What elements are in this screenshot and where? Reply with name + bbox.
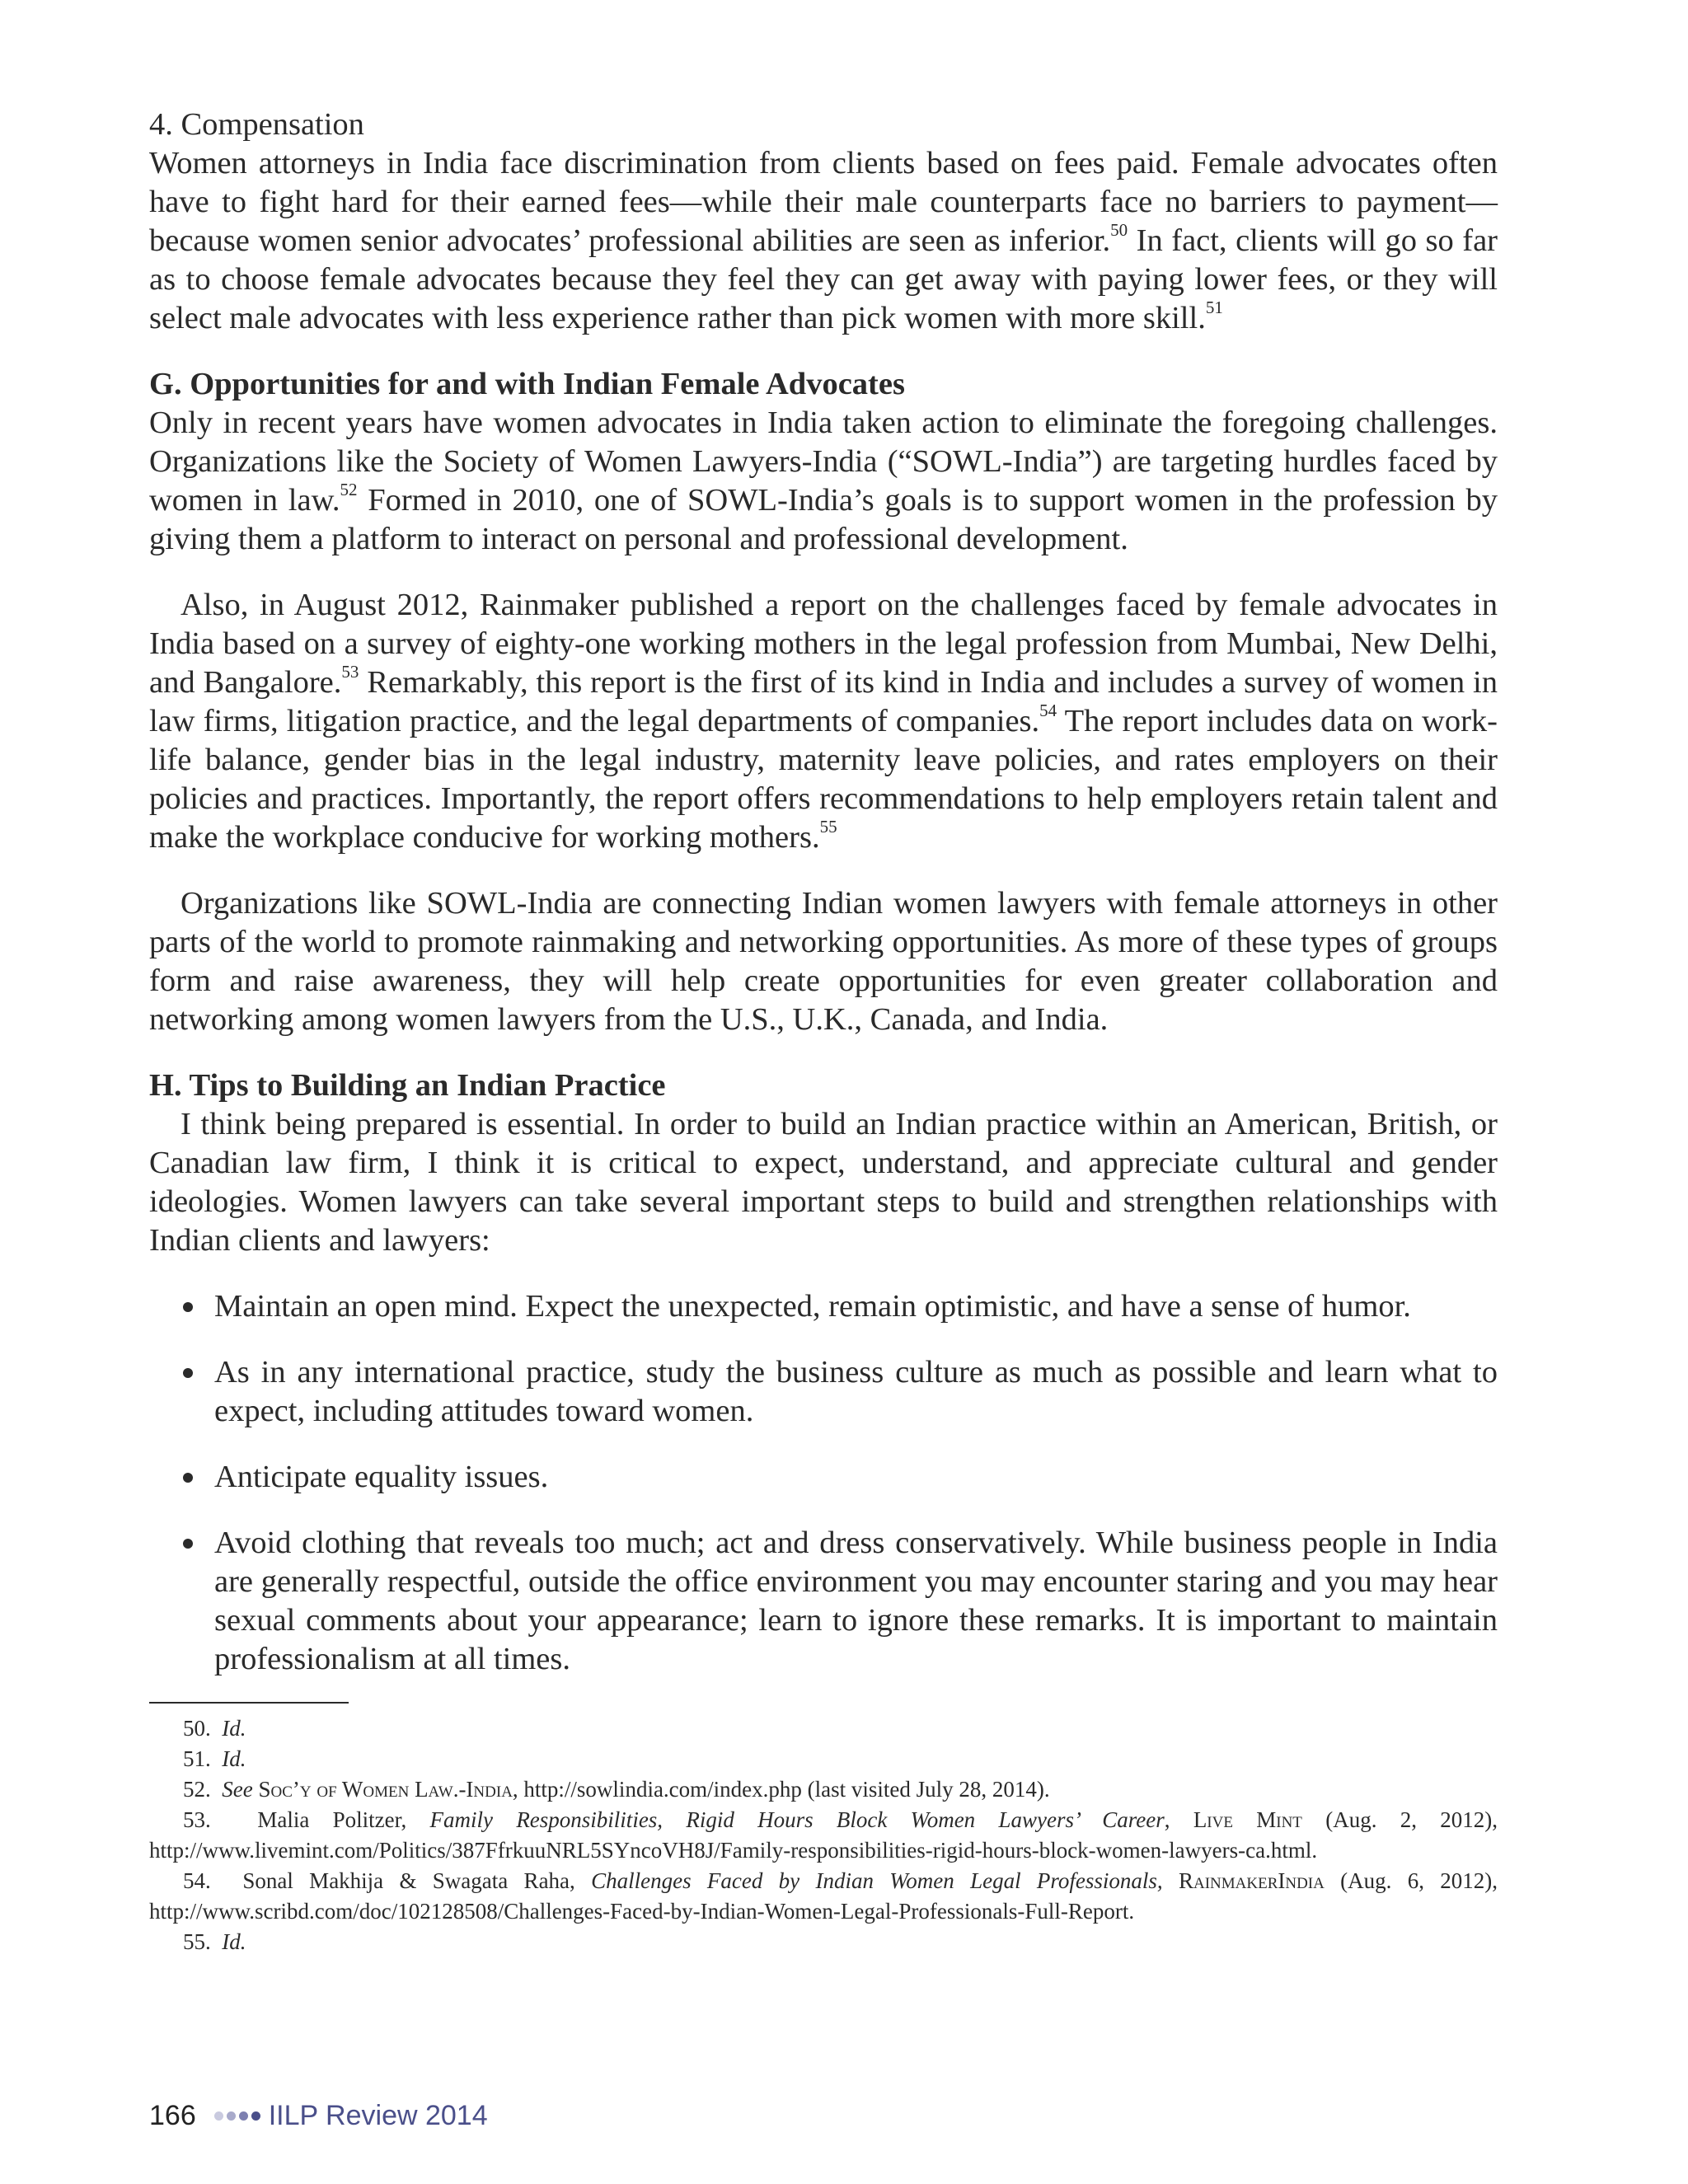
footnote-author: Malia Politzer, bbox=[257, 1807, 430, 1832]
tips-list bbox=[149, 1287, 1498, 1679]
paragraph-g1 bbox=[149, 404, 1498, 559]
footnote-number: 53. bbox=[183, 1807, 211, 1832]
text: Avoid clothing that reveals too much; act and dress conservatively. While business people in India are generally respectful, outside the office environment you may encounter staring and you may hear sexual comments about your appearance; learn to ignore these remarks. It is important to maintain professionalism at all times. bbox=[214, 1526, 1498, 1676]
page-body bbox=[149, 105, 1498, 1957]
dot-icon bbox=[214, 2111, 223, 2121]
footnote-text: (Aug. 6, 2012), http://www.scribd.com/doc/102128508/Challenges-Faced-by-Indian-Women-Legal-Professionals-Full-Report. bbox=[149, 1868, 1498, 1924]
paragraph-g3: Organizations like SOWL-India are connecting Indian women lawyers with female attorneys in other parts of the world to promote rainmaking and networking opportunities. As more of these types of groups form and raise awareness, they will help create opportunities for even greater collaboration and networking among women lawyers from the U.S., U.K., Canada, and India. bbox=[149, 886, 1498, 1037]
bullet-icon bbox=[183, 1473, 193, 1483]
bullet-icon bbox=[183, 1539, 193, 1549]
text: The report includes data on work-life balance, gender bias in the legal industry, maternity leave policies, and rates employers on their policies and practices. Importantly, the report offers recommendations to help employers retain talent and make the workplace conducive for working mothers. bbox=[149, 704, 1498, 855]
list-item bbox=[149, 1353, 1498, 1431]
footnote-53 bbox=[149, 1805, 1498, 1866]
footnote-ref-51: 51 bbox=[1205, 298, 1223, 318]
text: Maintain an open mind. Expect the unexpected, remain optimistic, and have a sense of humor. bbox=[214, 1289, 1411, 1324]
page-footer bbox=[149, 2099, 488, 2132]
paragraph-h1: I think being prepared is essential. In order to build an Indian practice within an American, British, or Canadian law firm, I think it is critical to expect, understand, and appreciate cultural and gender ideologies. Women lawyers can take several important steps to build and strengthen relationships with Indian clients and lawyers: bbox=[149, 1107, 1498, 1258]
bullet-icon bbox=[183, 1368, 193, 1378]
footnote-52 bbox=[149, 1774, 1498, 1805]
text: As in any international practice, study the business culture as much as possible and learn what to expect, including attitudes toward women. bbox=[214, 1355, 1498, 1428]
section-title-compensation: 4. Compensation bbox=[149, 107, 364, 142]
dot-icon bbox=[251, 2111, 260, 2121]
text: Only in recent years have women advocates in India taken action to eliminate the foregoing challenges. Organizations like the Society of Women Lawyers-India (“SOWL-India”) are targeting hurdles faced by women in law. bbox=[149, 405, 1498, 518]
footnote-number: 54. bbox=[183, 1868, 211, 1893]
footnote-author: Sonal Makhija & Swagata Raha, bbox=[242, 1868, 592, 1893]
footnote-source: Soc’y of Women Law.-India bbox=[258, 1777, 513, 1802]
footnote-51 bbox=[149, 1744, 1498, 1774]
list-item bbox=[149, 1458, 1498, 1497]
footnote-sep: , bbox=[1164, 1807, 1193, 1832]
text: Women attorneys in India face discrimination from clients based on fees paid. Female advocates often have to fight hard for their earned fees—while their male counterparts face no barriers to payment—because women senior advocates’ professional abilities are seen as inferior. bbox=[149, 146, 1498, 258]
footnote-title: Family Responsibilities, Rigid Hours Block Women Lawyers’ Career bbox=[429, 1807, 1165, 1832]
dot-icon bbox=[239, 2111, 248, 2121]
footnote-50 bbox=[149, 1713, 1498, 1744]
footnote-text: Id. bbox=[222, 1746, 246, 1771]
footnote-text: Id. bbox=[222, 1929, 246, 1954]
footnote-number: 55. bbox=[183, 1929, 211, 1954]
footnote-text: , http://sowlindia.com/index.php (last visited July 28, 2014). bbox=[512, 1777, 1050, 1802]
footnote-title: Challenges Faced by Indian Women Legal Professionals, bbox=[591, 1868, 1163, 1893]
section-heading-h: H. Tips to Building an Indian Practice bbox=[149, 1068, 666, 1103]
list-item bbox=[149, 1524, 1498, 1679]
footnote-54 bbox=[149, 1866, 1498, 1927]
journal-title: IILP Review 2014 bbox=[268, 2100, 488, 2131]
footnote-ref-54: 54 bbox=[1039, 701, 1057, 721]
text: In fact, clients will go so far as to choose female advocates because they feel they can get away with paying lower fees, or they will select male advocates with less experience rather than pick women with more skill. bbox=[149, 223, 1498, 335]
footnote-number: 52. bbox=[183, 1777, 211, 1802]
footnote-ref-55: 55 bbox=[819, 817, 837, 837]
text: Anticipate equality issues. bbox=[214, 1460, 549, 1494]
section-heading-g: G. Opportunities for and with Indian Female Advocates bbox=[149, 367, 905, 401]
footnote-source: RainmakerIndia bbox=[1178, 1868, 1325, 1893]
footnote-divider bbox=[149, 1702, 349, 1704]
page-number: 166 bbox=[149, 2100, 196, 2131]
footnote-text: Id. bbox=[222, 1716, 246, 1741]
bullet-icon bbox=[183, 1302, 193, 1312]
list-item bbox=[149, 1287, 1498, 1326]
footnote-source: Live Mint bbox=[1193, 1807, 1302, 1832]
footnote-ref-52: 52 bbox=[340, 480, 358, 500]
footer-dots-icon bbox=[214, 2111, 260, 2121]
text: Remarkably, this report is the first of its kind in India and includes a survey of women in law firms, litigation practice, and the legal departments of companies. bbox=[149, 665, 1498, 738]
dot-icon bbox=[227, 2111, 236, 2121]
footnote-55 bbox=[149, 1927, 1498, 1957]
footnotes bbox=[149, 1713, 1498, 1957]
text: Also, in August 2012, Rainmaker published a report on the challenges faced by female advocates in India based on a survey of eighty-one working mothers in the legal profession from Mumbai, New Delhi, and Bangalore. bbox=[149, 588, 1498, 700]
text: Formed in 2010, one of SOWL-India’s goals is to support women in the profession by giving them a platform to interact on personal and professional development. bbox=[149, 483, 1498, 556]
footnote-number: 50. bbox=[183, 1716, 211, 1741]
footnote-signal: See bbox=[222, 1777, 253, 1802]
paragraph-compensation bbox=[149, 144, 1498, 338]
footnote-sep bbox=[1163, 1868, 1179, 1893]
paragraph-g2 bbox=[149, 586, 1498, 857]
footnote-ref-53: 53 bbox=[341, 662, 359, 682]
footnote-text: (Aug. 2, 2012), http://www.livemint.com/Politics/387FfrkuuNRL5SYncoVH8J/Family-responsibilities-rigid-hours-block-women-lawyers-ca.html. bbox=[149, 1807, 1498, 1863]
footnote-ref-50: 50 bbox=[1110, 220, 1128, 241]
footnote-number: 51. bbox=[183, 1746, 211, 1771]
